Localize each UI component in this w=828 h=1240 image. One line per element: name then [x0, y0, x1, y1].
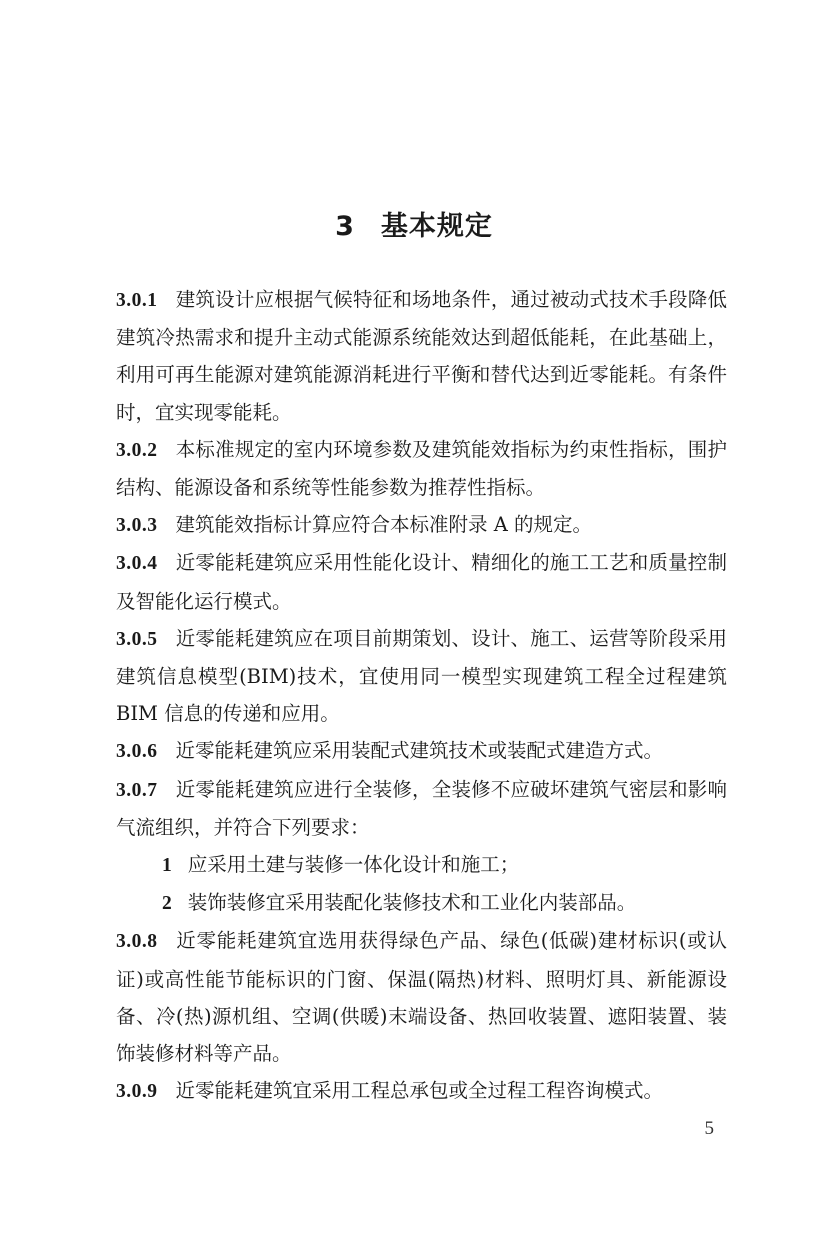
clause-number: 3.0.2: [116, 439, 158, 461]
clause-3-0-7-item-1: [116, 846, 727, 884]
clause-3-0-3: [116, 506, 727, 544]
clause-3-0-7: [116, 771, 727, 846]
clause-text: 近零能耗建筑宜选用获得绿色产品、绿色(低碳)建材标识(或认证)或高性能节能标识的门窗、保温(隔热)材料、照明灯具、新能源设备、冷(热)源机组、空调(供暖)末端设备、热回收装置、遮阳装置、装饰装修材料等产品。: [116, 929, 727, 1066]
page-number: 5: [704, 1118, 714, 1139]
clause-text: 近零能耗建筑应进行全装修，全装修不应破坏建筑气密层和影响气流组织，并符合下列要求：: [116, 777, 727, 839]
clause-number: 3.0.7: [116, 779, 158, 801]
item-text: 应采用土建与装修一体化设计和施工；: [187, 853, 520, 877]
chapter-heading: [0, 207, 828, 247]
clause-3-0-6: [116, 732, 727, 770]
clause-number: 3.0.9: [116, 1081, 158, 1103]
clause-text: 建筑能效指标计算应符合本标准附录 A 的规定。: [175, 513, 592, 537]
clause-3-0-7-item-2: [116, 884, 727, 922]
item-number: 2: [162, 893, 172, 915]
clause-number: 3.0.3: [116, 515, 158, 537]
clause-text: 近零能耗建筑应采用性能化设计、精细化的施工工艺和质量控制及智能化运行模式。: [116, 551, 727, 613]
clause-3-0-5: [116, 620, 727, 733]
clause-text: 建筑设计应根据气候特征和场地条件，通过被动式技术手段降低建筑冷热需求和提升主动式能源系统能效达到超低能耗，在此基础上，利用可再生能源对建筑能源消耗进行平衡和替代达到近零能耗。有条件时，宜实现零能耗。: [116, 288, 727, 424]
clause-number: 3.0.8: [116, 931, 158, 953]
clause-3-0-1: [116, 281, 727, 431]
chapter-number: 3: [335, 211, 355, 242]
clause-3-0-9: [116, 1072, 727, 1110]
clause-3-0-4: [116, 544, 727, 619]
item-number: 1: [162, 855, 172, 877]
item-text: 装饰装修宜采用装配化装修技术和工业化内装部品。: [187, 891, 637, 915]
clause-text: 近零能耗建筑应采用装配式建筑技术或装配式建造方式。: [175, 739, 664, 763]
clause-number: 3.0.1: [116, 290, 158, 311]
clause-number: 3.0.5: [116, 628, 158, 650]
clause-3-0-8: [116, 922, 727, 1072]
clause-3-0-2: [116, 431, 727, 506]
clause-number: 3.0.6: [116, 741, 158, 763]
clause-number: 3.0.4: [116, 553, 158, 575]
clause-text: 近零能耗建筑宜采用工程总承包或全过程工程咨询模式。: [175, 1079, 664, 1103]
chapter-title-text: 基本规定: [380, 211, 493, 242]
clause-text: 本标准规定的室内环境参数及建筑能效指标为约束性指标，围护结构、能源设备和系统等性能参数为推荐性指标。: [116, 437, 727, 500]
chapter-body: [116, 281, 727, 1110]
clause-text: 近零能耗建筑应在项目前期策划、设计、施工、运营等阶段采用建筑信息模型(BIM)技术，宜使用同一模型实现建筑工程全过程建筑 BIM 信息的传递和应用。: [116, 626, 727, 726]
